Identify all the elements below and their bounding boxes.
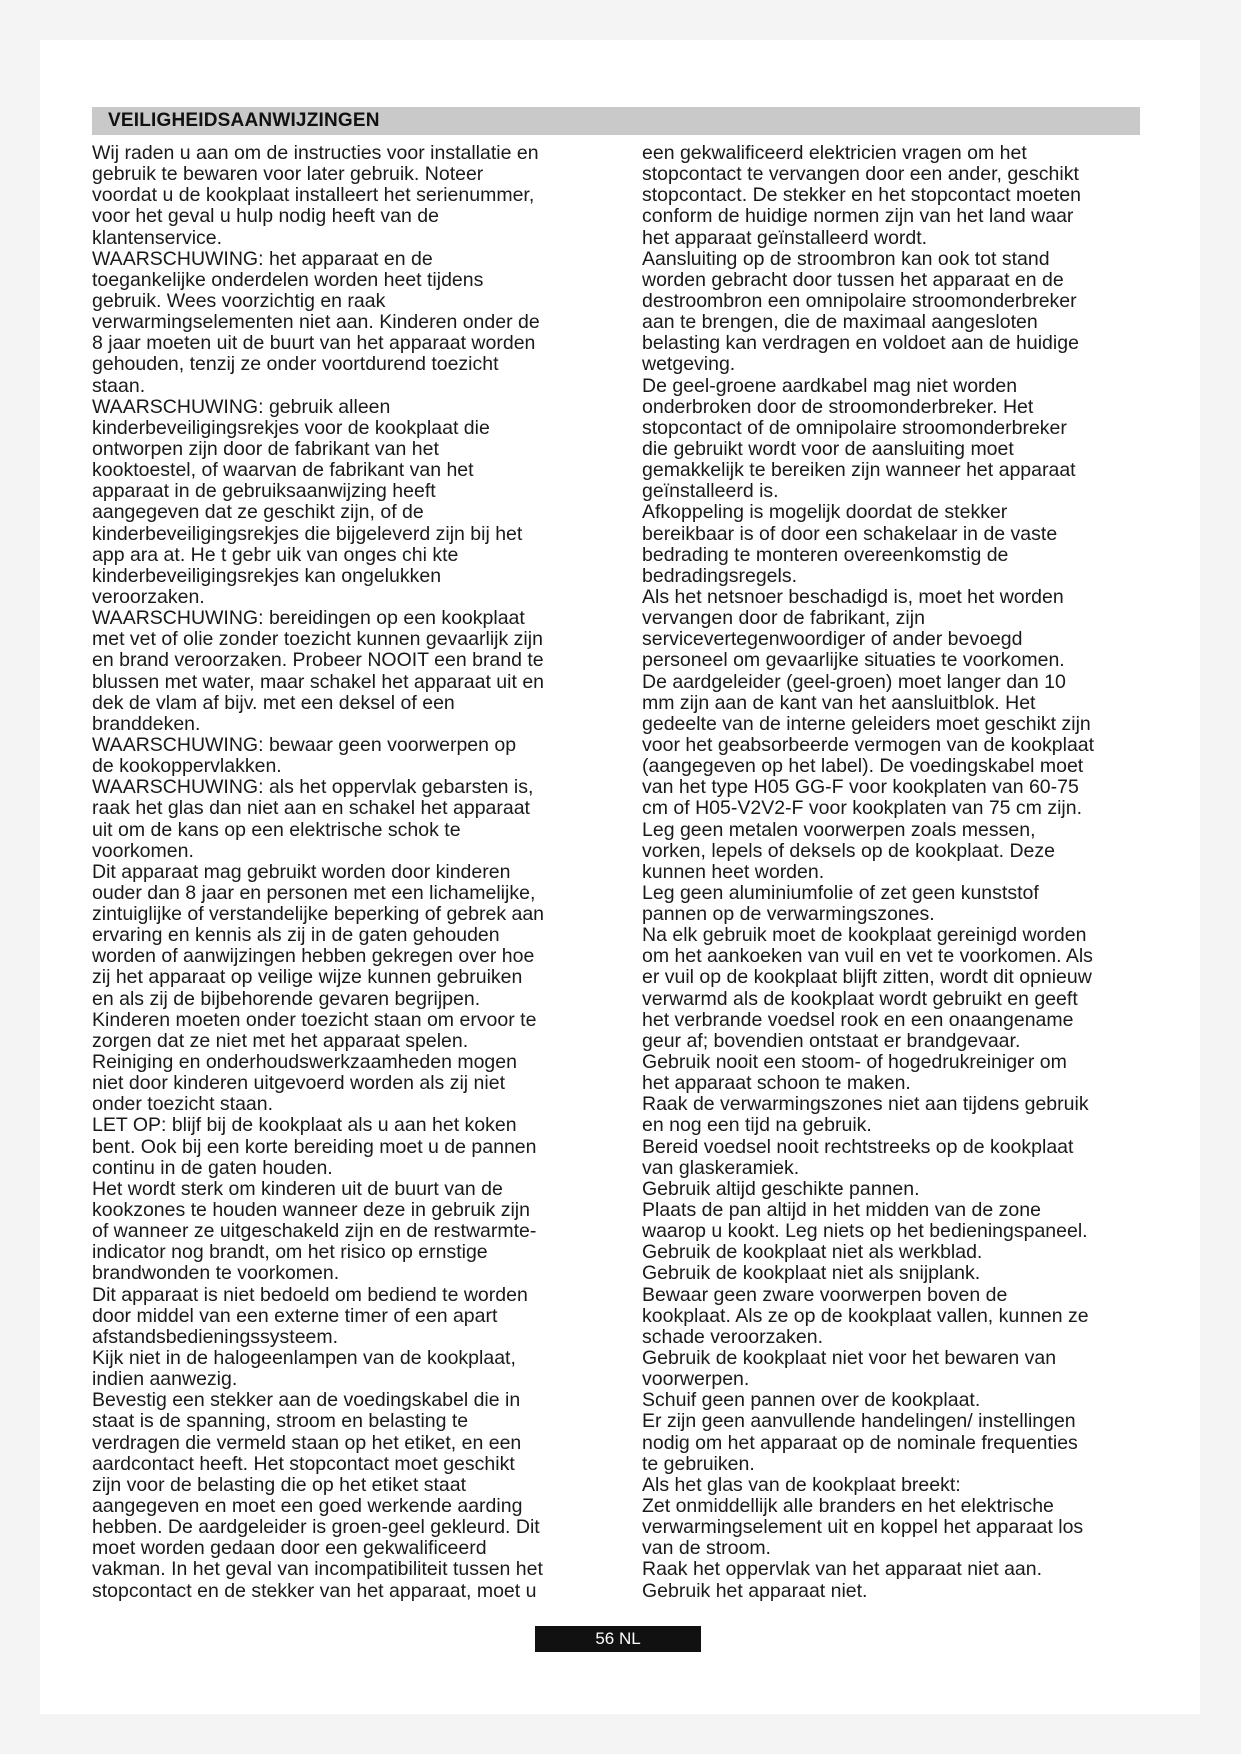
- text-line: verwarmingselement uit en koppel het apparaat los: [642, 1516, 1084, 1539]
- text-line: bedrading te monteren overeenkomstig de: [642, 543, 1009, 566]
- text-line: verwarmd als de kookplaat wordt gebruikt en geeft: [642, 987, 1078, 1010]
- text-line: blussen met water, maar schakel het apparaat uit en: [92, 670, 545, 693]
- text-line: stopcontact te vervangen door een ander, geschikt: [642, 163, 1079, 186]
- text-line: onderbroken door de stroomonderbreker. Het: [642, 395, 1034, 418]
- text-line: Leg geen aluminiumfolie of zet geen kunststof: [642, 881, 1039, 904]
- text-line: Aansluiting op de stroombron kan ook tot stand: [642, 247, 1050, 270]
- text-line: kinderbeveiligingsrekjes kan ongelukken: [92, 564, 442, 587]
- text-line: stopcontact. De stekker en het stopcontact moeten: [642, 184, 1081, 207]
- text-line: Schuif geen pannen over de kookplaat.: [642, 1389, 981, 1412]
- text-line: vervangen door de fabrikant, zijn: [642, 607, 925, 630]
- text-line: Gebruik de kookplaat niet als snijplank.: [642, 1262, 981, 1285]
- text-line: geur af; bovendien ontstaat er brandgevaar.: [642, 1029, 1021, 1052]
- text-line: Gebruik de kookplaat niet voor het bewaren van: [642, 1347, 1057, 1370]
- text-line: afstandsbedieningssysteem.: [92, 1325, 339, 1348]
- text-line: en als zij de bijbehorende gevaren begrijpen.: [92, 987, 481, 1010]
- text-line: het apparaat geïnstalleerd wordt.: [642, 226, 928, 249]
- text-line: Gebruik het apparaat niet.: [642, 1579, 868, 1602]
- text-line: om het aankoeken van vuil en vet te voorkomen. Als: [642, 945, 1093, 968]
- text-line: Gebruik altijd geschikte pannen.: [642, 1177, 920, 1200]
- text-line: kooktoestel, of waarvan de fabrikant van het: [92, 459, 474, 482]
- text-line: klantenservice.: [92, 226, 223, 249]
- text-line: van de stroom.: [642, 1537, 771, 1560]
- text-line: Reiniging en onderhoudswerkzaamheden mogen: [92, 1051, 517, 1074]
- right-text-column: [642, 143, 1170, 1602]
- text-line: voorwerpen.: [642, 1368, 750, 1391]
- text-line: Gebruik de kookplaat niet als werkblad.: [642, 1241, 983, 1264]
- text-line: Leg geen metalen voorwerpen zoals messen,: [642, 818, 1036, 841]
- text-line: Plaats de pan altijd in het midden van de zone: [642, 1199, 1041, 1222]
- text-line: cm of H05-V2V2-F voor kookplaten van 75 cm zijn.: [642, 797, 1083, 820]
- text-line: aardcontact heeft. Het stopcontact moet geschikt: [92, 1452, 515, 1475]
- text-line: schade veroorzaken.: [642, 1325, 824, 1348]
- text-line: ontworpen zijn door de fabrikant van het: [92, 437, 439, 460]
- text-line: hebben. De aardgeleider is groen-geel gekleurd. Dit: [92, 1516, 540, 1539]
- text-line: indien aanwezig.: [92, 1368, 238, 1391]
- text-line: toegankelijke onderdelen worden heet tijdens: [92, 268, 484, 291]
- text-line: bent. Ook bij een korte bereiding moet u de pannen: [92, 1135, 537, 1158]
- text-line: De aardgeleider (geel-groen) moet langer dan 10: [642, 670, 1066, 693]
- text-line: kinderbeveiligingsrekjes voor de kookplaat die: [92, 416, 490, 439]
- text-line: die gebruikt wordt voor de aansluiting moet: [642, 437, 1014, 460]
- text-line: Gebruik nooit een stoom- of hogedrukreiniger om: [642, 1051, 1067, 1074]
- text-line: WAARSCHUWING: gebruik alleen: [92, 395, 391, 418]
- text-line: indicator nog brandt, om het risico op ernstige: [92, 1241, 488, 1264]
- text-line: zorgen dat ze niet met het apparaat spelen.: [92, 1029, 469, 1052]
- text-line: kookzones te houden wanneer deze in gebruik zijn: [92, 1199, 530, 1222]
- text-line: Bevestig een stekker aan de voedingskabel die in: [92, 1389, 521, 1412]
- text-line: kunnen heet worden.: [642, 860, 825, 883]
- text-line: en nog een tijd na gebruik.: [642, 1114, 872, 1137]
- text-line: veroorzaken.: [92, 585, 205, 608]
- text-line: niet door kinderen uitgevoerd worden als zij niet: [92, 1072, 505, 1095]
- text-line: kinderbeveiligingsrekjes die bijgeleverd zijn bij het: [92, 522, 523, 545]
- text-line: zij het apparaat op veilige wijze kunnen gebruiken: [92, 966, 523, 989]
- text-line: Kijk niet in de halogeenlampen van de kookplaat,: [92, 1347, 516, 1370]
- text-line: ouder dan 8 jaar en personen met een lichamelijke,: [92, 881, 536, 904]
- section-header-bar: [92, 107, 1140, 135]
- text-line: Dit apparaat mag gebruikt worden door kinderen: [92, 860, 511, 883]
- text-line: apparaat in de gebruiksaanwijzing heeft: [92, 480, 436, 503]
- text-line: app ara at. He t gebr uik van onges chi kte: [92, 543, 459, 566]
- text-line: personeel om gevaarlijke situaties te voorkomen.: [642, 649, 1065, 672]
- text-line: het verbrande voedsel rook en een onaangename: [642, 1008, 1074, 1031]
- text-line: WAARSCHUWING: als het oppervlak gebarsten is,: [92, 776, 534, 799]
- text-line: vakman. In het geval van incompatibiliteit tussen het: [92, 1558, 543, 1581]
- text-line: door middel van een externe timer of een apart: [92, 1304, 498, 1327]
- text-line: Kinderen moeten onder toezicht staan om ervoor te: [92, 1008, 537, 1031]
- text-line: LET OP: blijf bij de kookplaat als u aan het koken: [92, 1114, 517, 1137]
- text-line: gebruik te bewaren voor later gebruik. Noteer: [92, 163, 484, 186]
- text-line: verwarmingselementen niet aan. Kinderen onder de: [92, 311, 540, 334]
- text-line: branddeken.: [92, 712, 201, 735]
- text-line: een gekwalificeerd elektricien vragen om het: [642, 142, 1027, 164]
- text-line: worden of aanwijzingen hebben gekregen over hoe: [92, 945, 535, 968]
- text-line: gedeelte van de interne geleiders moet geschikt zijn: [642, 712, 1091, 735]
- text-line: voordat u de kookplaat installeert het serienummer,: [92, 184, 535, 207]
- text-line: Als het glas van de kookplaat breekt:: [642, 1473, 961, 1496]
- text-line: uit om de kans op een elektrische schok te: [92, 818, 461, 841]
- text-line: zintuiglijke of verstandelijke beperking of gebrek aan: [92, 903, 545, 926]
- text-line: brandwonden te voorkomen.: [92, 1262, 340, 1285]
- text-line: mm zijn aan de kant van het aansluitblok. Het: [642, 691, 1036, 714]
- text-line: aan te brengen, die de maximaal aangesloten: [642, 311, 1038, 334]
- text-line: waarop u kookt. Leg niets op het bedieningspaneel.: [642, 1220, 1088, 1243]
- text-line: WAARSCHUWING: bewaar geen voorwerpen op: [92, 733, 517, 756]
- text-line: continu in de gaten houden.: [92, 1156, 333, 1179]
- text-line: belasting kan verdragen en voldoet aan de huidige: [642, 332, 1079, 355]
- text-line: aangegeven en moet een goed werkende aarding: [92, 1495, 523, 1517]
- text-line: worden gebracht door tussen het apparaat en de: [642, 268, 1064, 291]
- text-line: Zet onmiddellijk alle branders en het elektrische: [642, 1495, 1054, 1517]
- text-line: servicevertegenwoordiger of ander bevoegd: [642, 628, 1023, 651]
- text-line: stopcontact en de stekker van het apparaat, moet u: [92, 1579, 537, 1602]
- text-line: of wanneer ze uitgeschakeld zijn en de restwarmte-: [92, 1220, 537, 1243]
- text-line: 8 jaar moeten uit de buurt van het apparaat worden: [92, 332, 536, 355]
- text-line: WAARSCHUWING: het apparaat en de: [92, 247, 433, 270]
- text-line: wetgeving.: [642, 353, 736, 376]
- text-line: vorken, lepels of deksels op de kookplaat. Deze: [642, 839, 1055, 862]
- text-line: destroombron een omnipolaire stroomonderbreker: [642, 289, 1077, 312]
- text-line: met vet of olie zonder toezicht kunnen gevaarlijk zijn: [92, 628, 543, 651]
- text-line: te gebruiken.: [642, 1452, 755, 1475]
- text-line: en brand veroorzaken. Probeer NOOIT een brand te: [92, 649, 544, 672]
- text-line: staan.: [92, 374, 146, 397]
- text-line: er vuil op de kookplaat blijft zitten, wordt dit opnieuw: [642, 966, 1092, 989]
- text-line: aangegeven dat ze geschikt zijn, of de: [92, 501, 424, 524]
- text-line: het apparaat schoon te maken.: [642, 1072, 911, 1095]
- text-line: stopcontact of de omnipolaire stroomonderbreker: [642, 416, 1067, 439]
- text-line: conform de huidige normen zijn van het land waar: [642, 205, 1074, 228]
- text-line: dek de vlam af bijv. met een deksel of een: [92, 691, 455, 714]
- text-line: Er zijn geen aanvullende handelingen/ instellingen: [642, 1410, 1076, 1433]
- text-line: voor het geabsorbeerde vermogen van de kookplaat: [642, 733, 1095, 756]
- text-line: pannen op de verwarmingszones.: [642, 903, 935, 926]
- section-title: VEILIGHEIDSAANWIJZINGEN: [108, 110, 380, 131]
- text-line: Afkoppeling is mogelijk doordat de stekker: [642, 501, 1008, 524]
- text-line: onder toezicht staan.: [92, 1093, 274, 1116]
- text-line: Raak de verwarmingszones niet aan tijdens gebruik: [642, 1093, 1089, 1116]
- text-line: kookplaat. Als ze op de kookplaat vallen, kunnen ze: [642, 1304, 1089, 1327]
- text-line: Raak het oppervlak van het apparaat niet aan.: [642, 1558, 1043, 1581]
- text-line: ervaring en kennis als zij in de gaten gehouden: [92, 924, 500, 947]
- text-line: gehouden, tenzij ze onder voortdurend toezicht: [92, 353, 499, 376]
- text-line: van het type H05 GG-F voor kookplaten van 60-75: [642, 776, 1079, 799]
- text-line: (aangegeven op het label). De voedingskabel moet: [642, 755, 1084, 778]
- left-text-column: [92, 143, 612, 1602]
- text-line: verdragen die vermeld staan op het etiket, en een: [92, 1431, 522, 1454]
- text-line: voorkomen.: [92, 839, 194, 862]
- text-line: staat is de spanning, stroom en belasting te: [92, 1410, 469, 1433]
- text-line: Dit apparaat is niet bedoeld om bediend te worden: [92, 1283, 528, 1306]
- text-line: Bereid voedsel nooit rechtstreeks op de kookplaat: [642, 1135, 1074, 1158]
- text-line: gemakkelijk te bereiken zijn wanneer het apparaat: [642, 459, 1076, 482]
- text-line: Als het netsnoer beschadigd is, moet het worden: [642, 585, 1064, 608]
- text-line: de kookoppervlakken.: [92, 755, 282, 778]
- text-line: bedradingsregels.: [642, 564, 798, 587]
- page-number-badge: 56 NL: [535, 1626, 701, 1652]
- text-line: Bewaar geen zware voorwerpen boven de: [642, 1283, 1008, 1306]
- text-line: bereikbaar is of door een schakelaar in de vaste: [642, 522, 1058, 545]
- text-line: zijn voor de belasting die op het etiket staat: [92, 1473, 466, 1496]
- text-line: moet worden gedaan door een gekwalificeerd: [92, 1537, 487, 1560]
- text-line: Na elk gebruik moet de kookplaat gereinigd worden: [642, 924, 1087, 947]
- text-line: Het wordt sterk om kinderen uit de buurt van de: [92, 1177, 503, 1200]
- text-line: raak het glas dan niet aan en schakel het apparaat: [92, 797, 530, 820]
- text-line: voor het geval u hulp nodig heeft van de: [92, 205, 439, 228]
- text-line: De geel-groene aardkabel mag niet worden: [642, 374, 1018, 397]
- text-line: nodig om het apparaat op de nominale frequenties: [642, 1431, 1078, 1454]
- text-line: Wij raden u aan om de instructies voor installatie en: [92, 142, 539, 164]
- text-line: gebruik. Wees voorzichtig en raak: [92, 289, 386, 312]
- text-line: WAARSCHUWING: bereidingen op een kookplaat: [92, 607, 525, 630]
- text-line: van glaskeramiek.: [642, 1156, 800, 1179]
- text-line: geïnstalleerd is.: [642, 480, 779, 503]
